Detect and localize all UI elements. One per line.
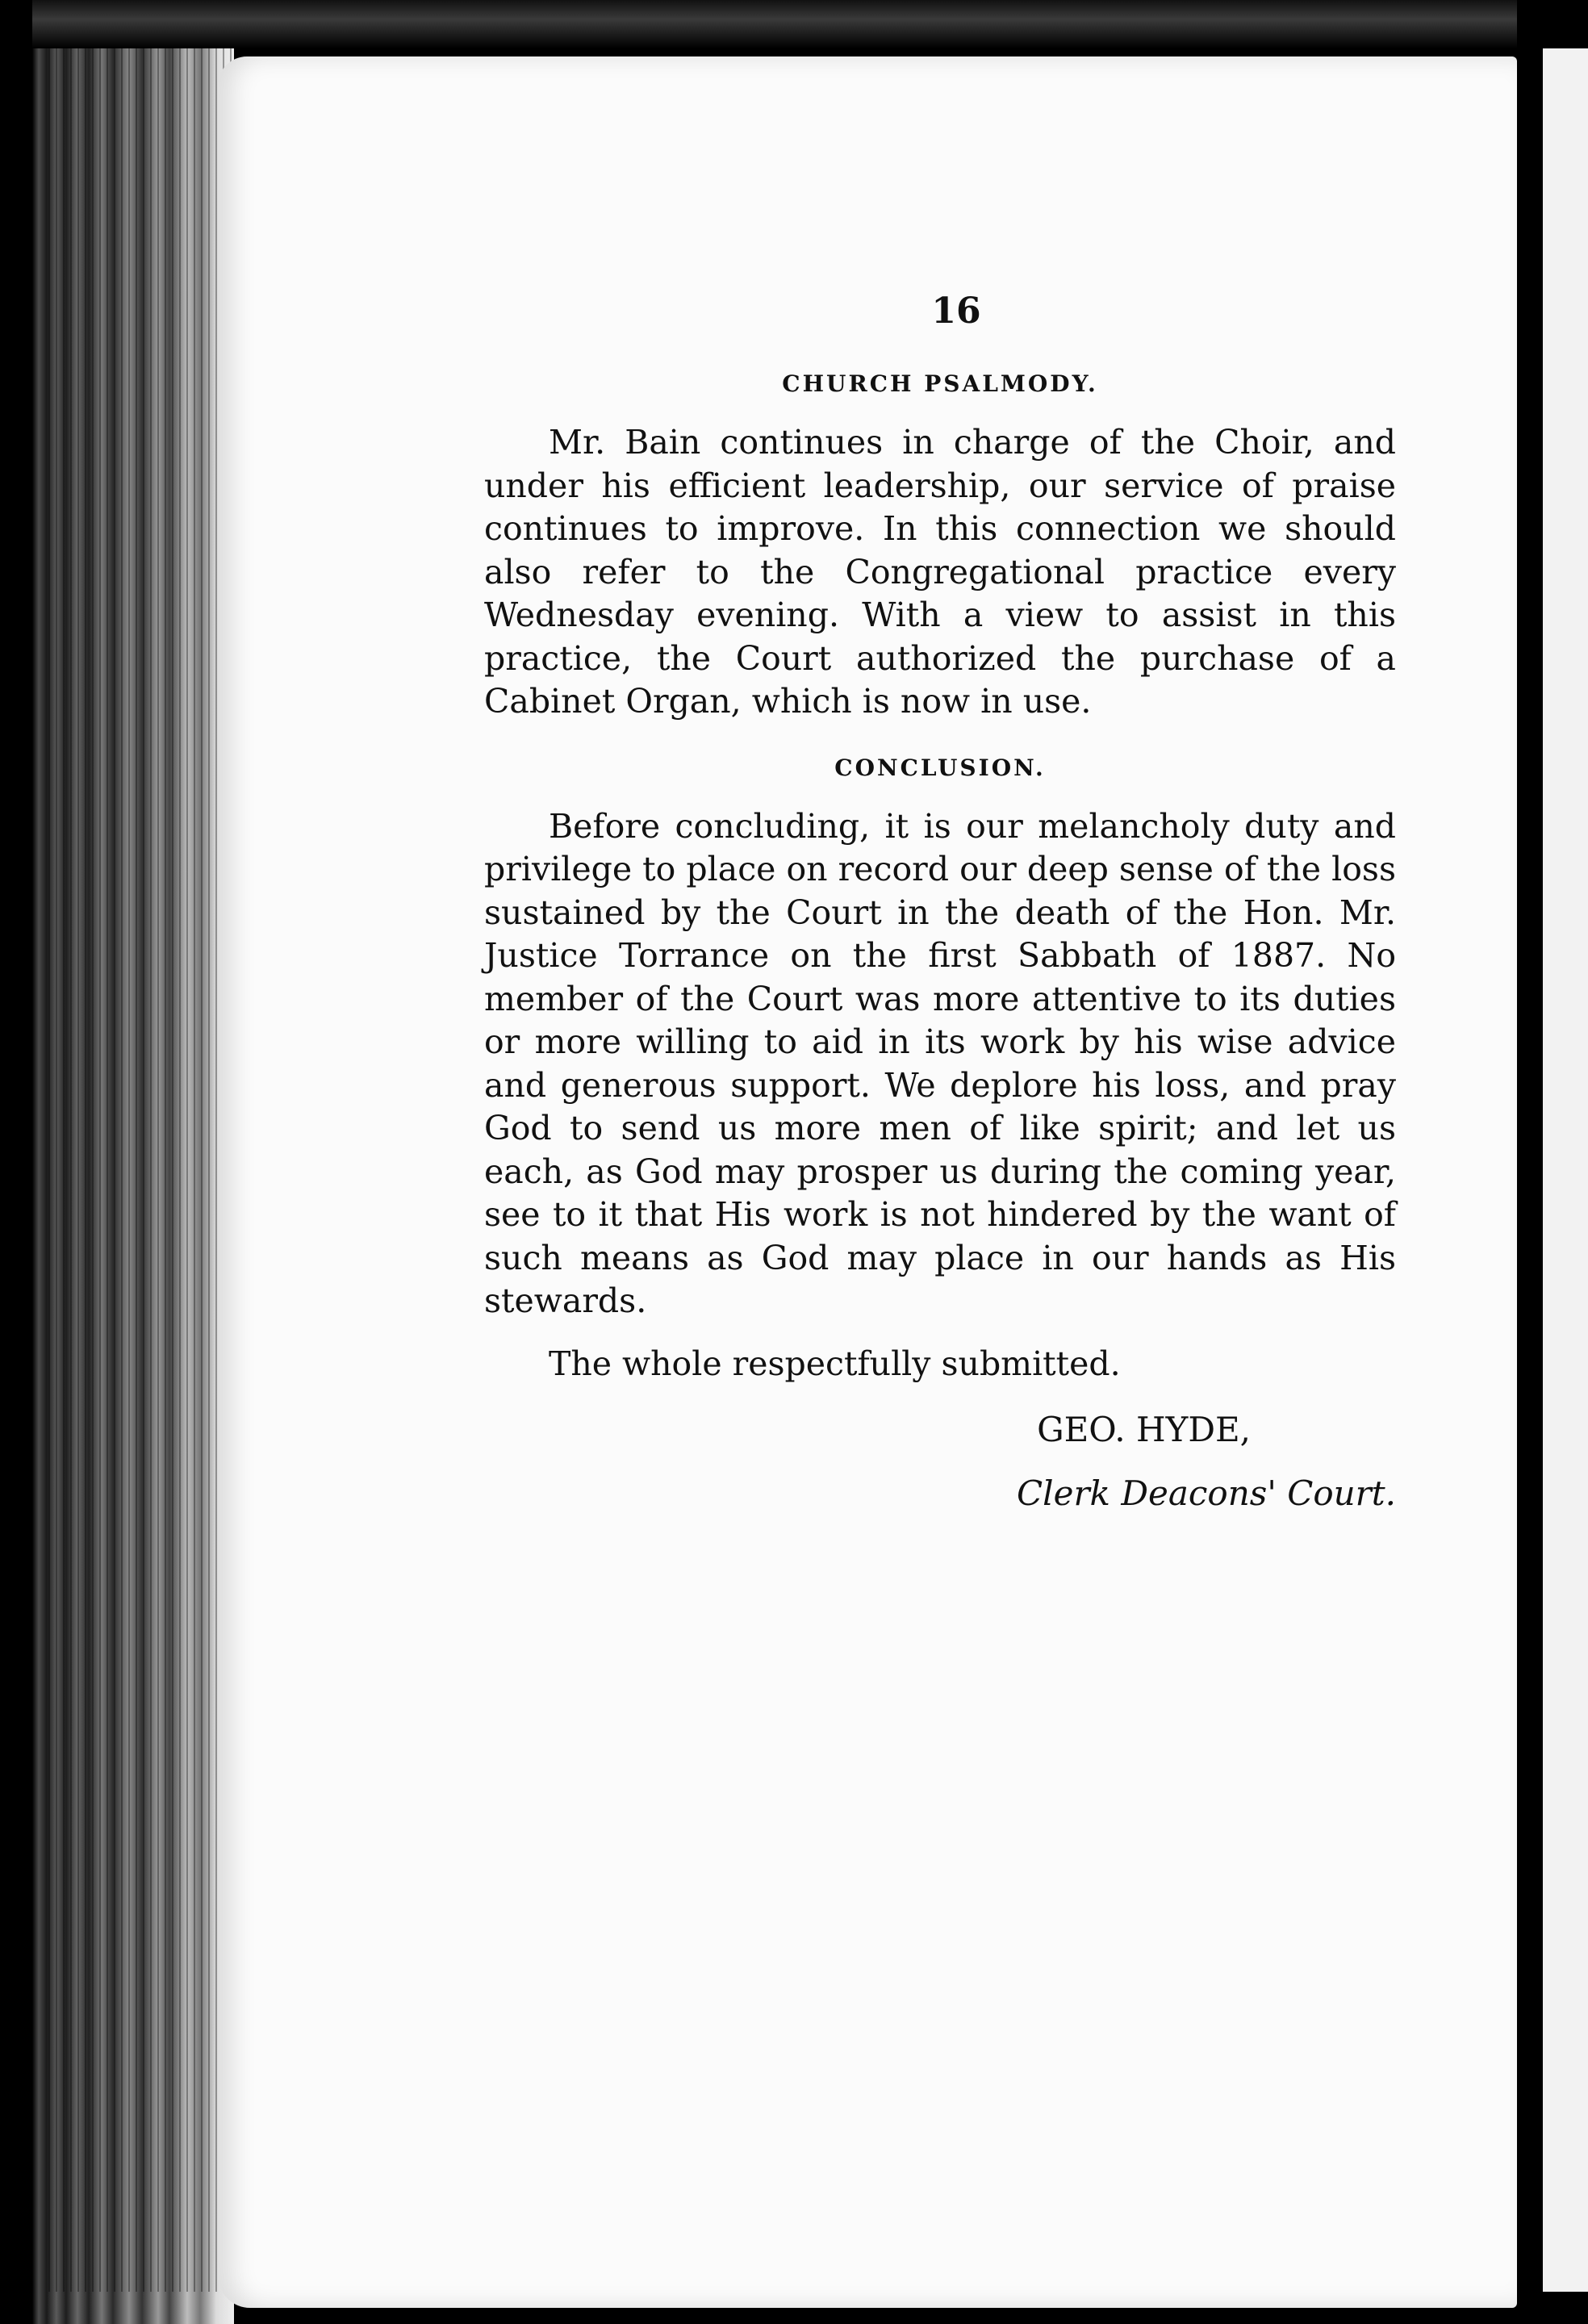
facing-page-edge [1543,48,1588,2292]
signature-title: Clerk Deacons' Court. [1017,1473,1396,1513]
book-top-shadow [32,0,1565,48]
section-heading-church-psalmody: CHURCH PSALMODY. [782,370,1098,397]
section-heading-conclusion: CONCLUSION. [834,754,1046,781]
signature-name: GEO. HYDE, [1037,1409,1251,1449]
paragraph-church-psalmody: Mr. Bain continues in charge of the Choir, and under his efficient leadership, our service of praise continues to improve. In this connection we should also refer to the Congregational practice every Wednesday evening. With a view to assist in this practice, the Court authorized the purchase of a Cabinet Organ, which is now in use. [484,423,1396,721]
page-text-block [484,290,1396,1513]
paragraph-conclusion: Before concluding, it is our melancholy duty and privilege to place on record our deep sense of the loss sustained by the Court in the death of the Hon. Mr. Justice Torrance on the first Sabbath of 1887. No member of the Court was more attentive to its duties or more willing to aid in its work by his wise advice and generous support. We deplore his loss, and pray God to send us more men of like spirit; and let us each, as God may prosper us during the coming year, see to it that His work is not hindered by the want of such means as God may place in our hands as His stewards. [484,806,1396,1320]
page-edge-lines [48,48,234,2292]
page-number: 16 [931,290,981,332]
closing-line: The whole respectfully submitted. [549,1344,1121,1383]
